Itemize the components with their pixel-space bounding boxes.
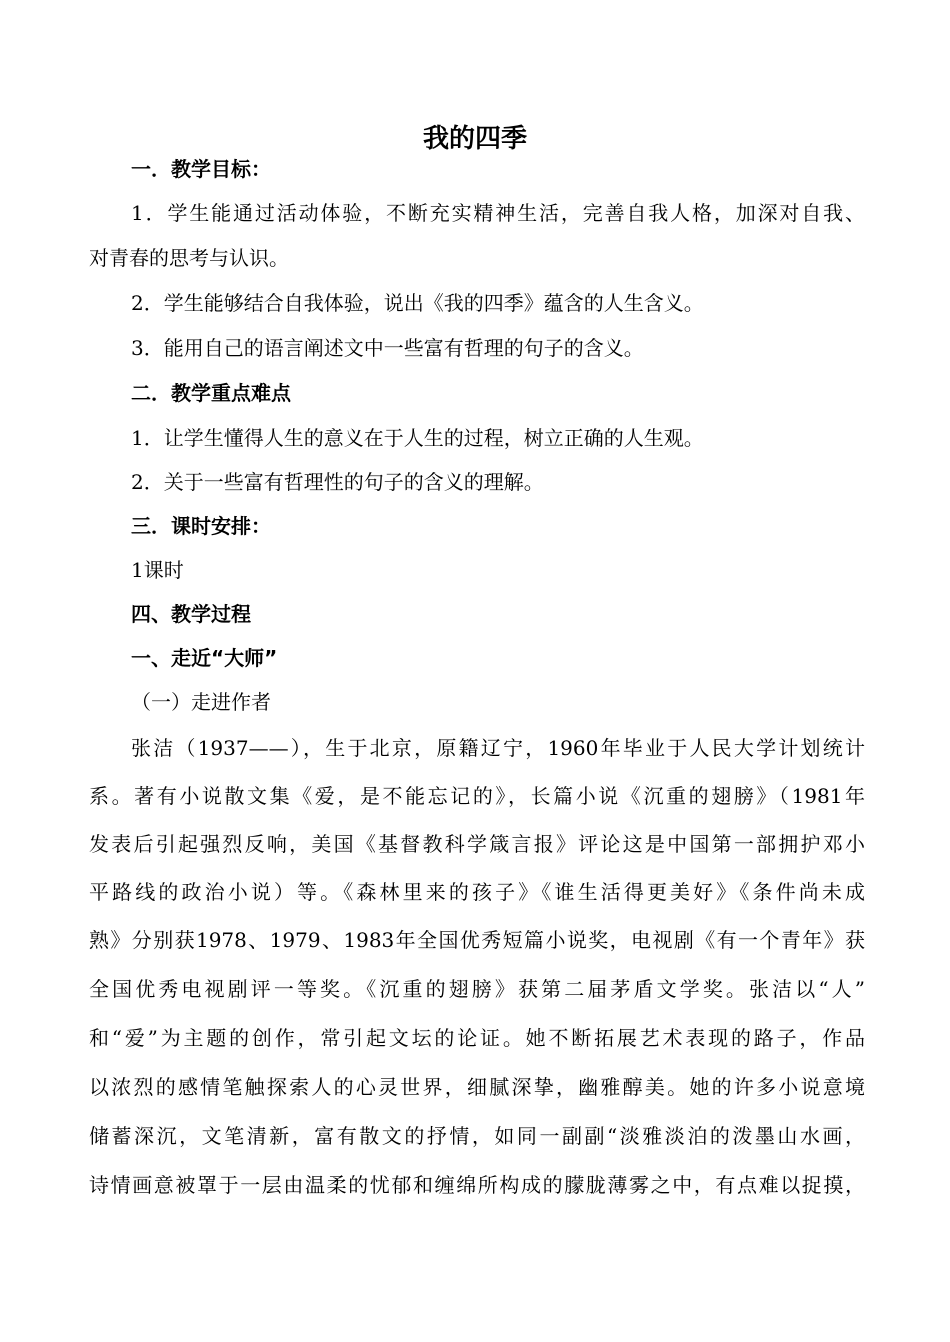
bio-line-5: 熟》分别获1978、1979、1983年全国优秀短篇小说奖，电视剧《有一个青年》获 [89, 928, 865, 952]
bio-line-1: 张洁（1937——），生于北京，原籍辽宁，1960年毕业于人民大学计划统计 [131, 736, 865, 760]
bio-line-7: 和“爱”为主题的创作，常引起文坛的论证。她不断拓展艺术表现的路子，作品 [89, 1026, 865, 1050]
key-heading: 二．教学重点难点 [131, 381, 291, 405]
goals-heading: 一．教学目标： [131, 157, 271, 181]
bio-line-2: 系。著有小说散文集《爱，是不能忘记的》，长篇小说《沉重的翅膀》（1981年 [89, 784, 865, 808]
page-title: 我的四季 [422, 124, 527, 154]
part1-heading: 一、走近“大师” [131, 646, 278, 670]
part1-subheading: （一）走进作者 [131, 690, 271, 714]
key-1: 1．让学生懂得人生的意义在于人生的过程，树立正确的人生观。 [131, 426, 704, 450]
goal-1-line-1: 1．学生能通过活动体验，不断充实精神生活，完善自我人格，加深对自我、 [131, 201, 865, 225]
key-2: 2．关于一些富有哲理性的句子的含义的理解。 [131, 470, 544, 494]
goal-2: 2．学生能够结合自我体验，说出《我的四季》蕴含的人生含义。 [131, 291, 704, 315]
time-value: 1课时 [131, 558, 184, 582]
goal-1-line-2: 对青春的思考与认识。 [89, 246, 289, 270]
bio-line-10: 诗情画意被罩于一层由温柔的忧郁和缠绵所构成的朦胧薄雾之中，有点难以捉摸， [89, 1173, 865, 1197]
bio-line-4: 平路线的政治小说）等。《森林里来的孩子》《谁生活得更美好》《条件尚未成 [89, 880, 865, 904]
process-heading: 四、教学过程 [131, 602, 251, 626]
goal-3: 3．能用自己的语言阐述文中一些富有哲理的句子的含义。 [131, 336, 644, 360]
bio-line-9: 储蓄深沉，文笔清新，富有散文的抒情，如同一副副“淡雅淡泊的泼墨山水画， [89, 1124, 865, 1148]
bio-line-6: 全国优秀电视剧评一等奖。《沉重的翅膀》获第二届茅盾文学奖。张洁以“人” [89, 977, 865, 1001]
bio-line-3: 发表后引起强烈反响，美国《基督教科学箴言报》评论这是中国第一部拥护邓小 [89, 832, 865, 856]
time-heading: 三．课时安排： [131, 514, 271, 538]
bio-line-8: 以浓烈的感情笔触探索人的心灵世界，细腻深挚，幽雅醇美。她的许多小说意境 [89, 1075, 865, 1099]
